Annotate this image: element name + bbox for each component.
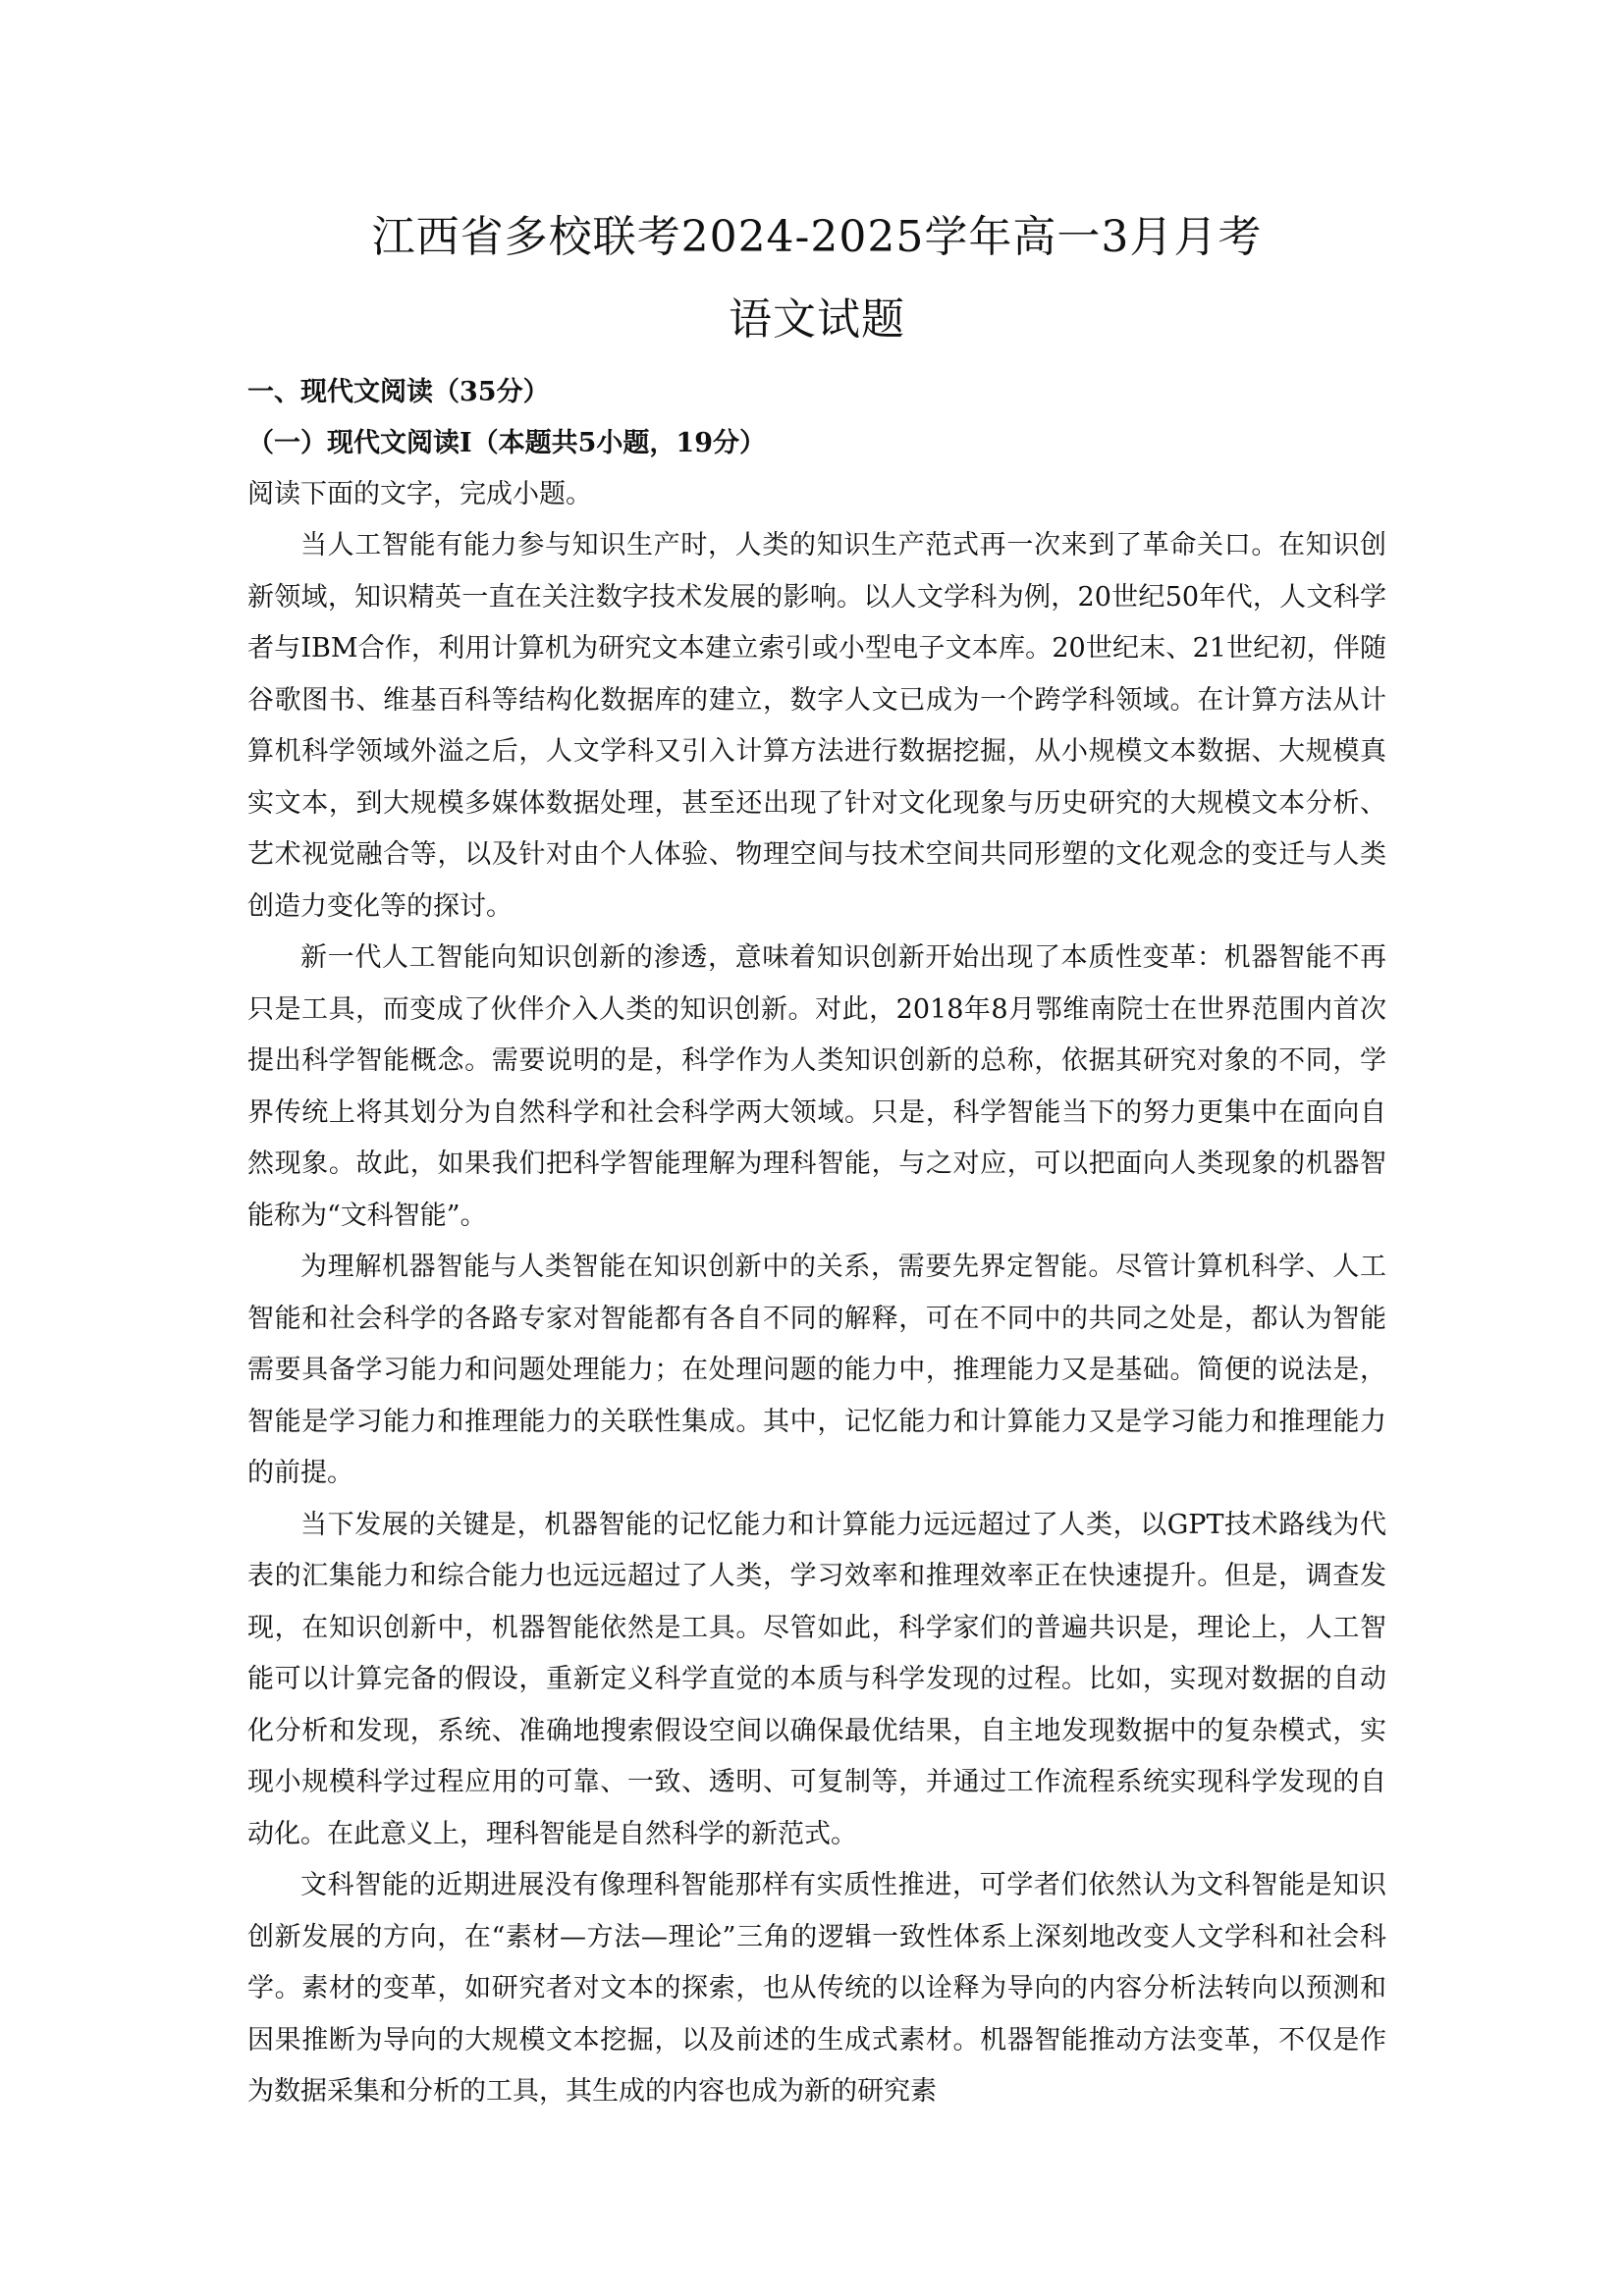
passage-paragraph-1: 当人工智能有能力参与知识生产时，人类的知识生产范式再一次来到了革命关口。在知识创新领域，知识精英一直在关注数字技术发展的影响。以人文学科为例，20世纪50年代，人文科学者与IBM合作，利用计算机为研究文本建立索引或小型电子文本库。20世纪末、21世纪初，伴随谷歌图书、维基百科等结构化数据库的建立，数字人文已成为一个跨学科领域。在计算方法从计算机科学领域外溢之后，人文学科又引入计算方法进行数据挖掘，从小规模文本数据、大规模真实文本，到大规模多媒体数据处理，甚至还出现了针对文化现象与历史研究的大规模文本分析、艺术视觉融合等，以及针对由个人体验、物理空间与技术空间共同形塑的文化观念的变迁与人类创造力变化等的探讨。 xyxy=(247,530,1386,922)
reading-instruction: 阅读下面的文字，完成小题。 xyxy=(247,479,592,509)
section-heading: 一、现代文阅读（35分） xyxy=(247,377,550,407)
exam-page xyxy=(247,206,1386,2118)
exam-title: 江西省多校联考2024-2025学年高一3月月考 xyxy=(371,212,1263,262)
passage-paragraph-2: 新一代人工智能向知识创新的渗透，意味着知识创新开始出现了本质性变革：机器智能不再只是工具，而变成了伙伴介入人类的知识创新。对此，2018年8月鄂维南院士在世界范围内首次提出科学智能概念。需要说明的是，科学作为人类知识创新的总称，依据其研究对象的不同，学界传统上将其划分为自然科学和社会科学两大领域。只是，科学智能当下的努力更集中在面向自然现象。故此，如果我们把科学智能理解为理科智能，与之对应，可以把面向人类现象的机器智能称为“文科智能”。 xyxy=(247,942,1386,1231)
subsection-heading: （一）现代文阅读Ⅰ（本题共5小题，19分） xyxy=(247,428,766,458)
passage-paragraph-4: 当下发展的关键是，机器智能的记忆能力和计算能力远远超过了人类，以GPT技术路线为代表的汇集能力和综合能力也远远超过了人类，学习效率和推理效率正在快速提升。但是，调查发现，在知识创新中，机器智能依然是工具。尽管如此，科学家们的普遍共识是，理论上，人工智能可以计算完备的假设，重新定义科学直觉的本质与科学发现的过程。比如，实现对数据的自动化分析和发现，系统、准确地搜索假设空间以确保最优结果，自主地发现数据中的复杂模式，实现小规模科学过程应用的可靠、一致、透明、可复制等，并通过工作流程系统实现科学发现的自动化。在此意义上，理科智能是自然科学的新范式。 xyxy=(247,1509,1386,1849)
passage-paragraph-3: 为理解机器智能与人类智能在知识创新中的关系，需要先界定智能。尽管计算机科学、人工智能和社会科学的各路专家对智能都有各自不同的解释，可在不同中的共同之处是，都认为智能需要具备学习能力和问题处理能力；在处理问题的能力中，推理能力又是基础。简便的说法是，智能是学习能力和推理能力的关联性集成。其中，记忆能力和计算能力又是学习能力和推理能力的前提。 xyxy=(247,1252,1386,1488)
exam-subject-title: 语文试题 xyxy=(729,294,905,345)
passage-paragraph-5: 文科智能的近期进展没有像理科智能那样有实质性推进，可学者们依然认为文科智能是知识创新发展的方向，在“素材—方法—理论”三角的逻辑一致性体系上深刻地改变人文学科和社会科学。素材的变革，如研究者对文本的探索，也从传统的以诠释为导向的内容分析法转向以预测和因果推断为导向的大规模文本挖掘，以及前述的生成式素材。机器智能推动方法变革，不仅是作为数据采集和分析的工具，其生成的内容也成为新的研究素 xyxy=(247,1870,1386,2107)
